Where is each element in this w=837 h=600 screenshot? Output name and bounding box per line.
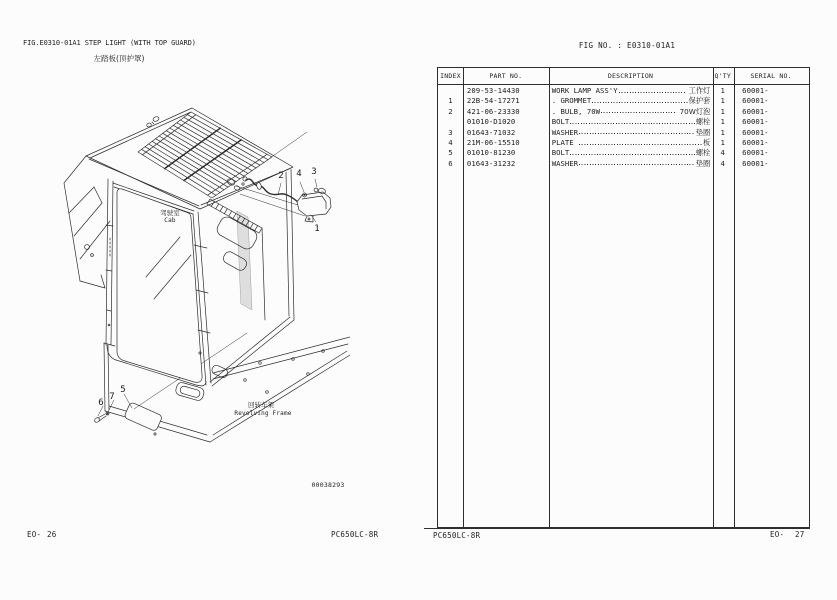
cell-description bbox=[549, 159, 713, 169]
description-english: WORK LAMP ASS'Y bbox=[551, 86, 618, 95]
description-english: WASHER bbox=[551, 158, 579, 168]
table-body bbox=[438, 86, 809, 169]
header-qty: Q'TY bbox=[714, 72, 731, 80]
cell-part-no: 01010-81230 bbox=[466, 148, 516, 158]
dot-leader bbox=[570, 123, 695, 124]
right-footer-page-number: 27 bbox=[795, 530, 805, 539]
cell-part-no: 01643-31232 bbox=[466, 158, 516, 168]
cell-description bbox=[549, 148, 713, 158]
cell-part-no: 209-53-14430 bbox=[466, 86, 520, 95]
table-row bbox=[438, 107, 809, 117]
cell-quantity: 1 bbox=[720, 137, 725, 147]
cell-part-no: 421-06-23330 bbox=[466, 106, 520, 116]
drawing-number: 00038293 bbox=[311, 481, 345, 489]
description-english: . BULB, 70W bbox=[551, 106, 601, 116]
dot-leader bbox=[592, 102, 687, 103]
cell-quantity: 1 bbox=[720, 106, 725, 116]
cell-quantity: 4 bbox=[720, 158, 725, 168]
left-footer-page-number: 26 bbox=[47, 530, 57, 539]
cell-quantity: 1 bbox=[720, 117, 725, 127]
dot-leader bbox=[579, 144, 702, 145]
table-row bbox=[438, 96, 809, 106]
exploded-view-diagram bbox=[60, 95, 350, 455]
cell-index: 6 bbox=[448, 158, 453, 168]
description-english: BOLT bbox=[551, 117, 570, 127]
cell-index: 2 bbox=[448, 106, 453, 116]
callout-5: 5 bbox=[120, 385, 126, 395]
background-structure bbox=[64, 156, 110, 288]
description-chinese: 70W灯泡 bbox=[677, 106, 711, 116]
cell-serial-no: 60001- bbox=[742, 158, 769, 168]
description-chinese: 垫圈 bbox=[695, 158, 711, 168]
description-chinese: 板 bbox=[703, 137, 711, 147]
dot-leader bbox=[579, 164, 695, 165]
cell-part-no: 21M-06-15510 bbox=[466, 137, 520, 147]
cell-serial-no: 60001- bbox=[742, 148, 769, 158]
parts-table bbox=[437, 67, 810, 528]
cell-serial-no: 60001- bbox=[742, 117, 769, 127]
figure-subtitle-chinese: 左踏板(顶护罩) bbox=[93, 54, 145, 63]
table-row bbox=[438, 86, 809, 96]
description-english: . GROMMET bbox=[551, 96, 592, 106]
figure-title: FIG.E0310-01A1 STEP LIGHT (WITH TOP GUARD) bbox=[23, 39, 196, 47]
header-part-no: PART NO. bbox=[489, 72, 523, 80]
callout-6: 6 bbox=[98, 398, 104, 408]
left-footer-model: PC650LC-8R bbox=[331, 530, 379, 539]
cell-index: 1 bbox=[448, 96, 453, 106]
revolving-frame-label-english: Revolving Frame bbox=[234, 410, 292, 417]
description-chinese: 垫圈 bbox=[695, 127, 711, 137]
dot-leader bbox=[570, 154, 695, 155]
cell-part-no: 01643-71032 bbox=[466, 127, 516, 137]
table-header-row bbox=[438, 68, 809, 85]
cell-serial-no: 60001- bbox=[742, 106, 769, 116]
cell-part-no: 01010-D1020 bbox=[466, 117, 516, 127]
cell-serial-no: 60001- bbox=[742, 127, 769, 137]
callout-7: 7 bbox=[109, 392, 115, 402]
table-row bbox=[438, 128, 809, 138]
table-row bbox=[438, 159, 809, 169]
cell-serial-no: 60001- bbox=[742, 137, 769, 147]
header-index: INDEX bbox=[440, 72, 461, 80]
cab-line-drawing bbox=[60, 95, 350, 455]
header-description: DESCRIPTION bbox=[607, 72, 654, 80]
cell-index: 5 bbox=[448, 148, 453, 158]
cell-index: 4 bbox=[448, 137, 453, 147]
description-chinese: 螺栓 bbox=[695, 117, 711, 127]
callout-1: 1 bbox=[314, 224, 320, 234]
callout-3: 3 bbox=[311, 167, 317, 177]
callout-2: 2 bbox=[278, 171, 284, 181]
right-footer-book-code: EO- bbox=[770, 530, 785, 539]
cell-description bbox=[549, 128, 713, 138]
cell-quantity: 1 bbox=[720, 96, 725, 106]
table-row bbox=[438, 117, 809, 127]
right-footer-model: PC650LC-8R bbox=[433, 531, 481, 540]
left-footer-book-code: EO- bbox=[27, 530, 42, 539]
cell-serial-no: 60001- bbox=[742, 86, 769, 95]
cell-description bbox=[549, 138, 713, 148]
cab-label-chinese: 驾驶室 bbox=[160, 209, 180, 217]
description-chinese: 工作灯 bbox=[686, 86, 711, 95]
header-serial-no: SERIAL NO. bbox=[750, 72, 792, 80]
cell-description bbox=[549, 96, 713, 106]
right-footer-rule bbox=[424, 528, 810, 529]
cell-quantity: 1 bbox=[720, 86, 725, 95]
description-chinese: 保护套 bbox=[688, 96, 711, 106]
cell-index bbox=[438, 86, 463, 96]
cell-index bbox=[438, 117, 463, 127]
cell-quantity: 1 bbox=[720, 127, 725, 137]
revolving-frame-label-chinese: 回转车架 bbox=[248, 401, 274, 409]
dot-leader bbox=[619, 92, 686, 93]
table-row bbox=[438, 148, 809, 158]
cell-serial-no: 60001- bbox=[742, 96, 769, 106]
dot-leader bbox=[579, 133, 695, 134]
description-english: BOLT bbox=[551, 148, 570, 158]
table-row bbox=[438, 138, 809, 148]
fig-no-header: FIG NO. : E0310-01A1 bbox=[578, 41, 676, 50]
cell-description bbox=[549, 86, 713, 96]
cell-description bbox=[549, 107, 713, 117]
description-english: PLATE bbox=[551, 137, 579, 147]
cell-part-no: 22B-54-17271 bbox=[466, 96, 520, 106]
cab-label-english: Cab bbox=[164, 217, 176, 224]
cell-quantity: 4 bbox=[720, 148, 725, 158]
dot-leader bbox=[601, 112, 676, 113]
cell-index: 3 bbox=[448, 127, 453, 137]
description-english: WASHER bbox=[551, 127, 579, 137]
description-chinese: 螺栓 bbox=[695, 148, 711, 158]
callout-4: 4 bbox=[296, 169, 302, 179]
cell-description bbox=[549, 117, 713, 127]
